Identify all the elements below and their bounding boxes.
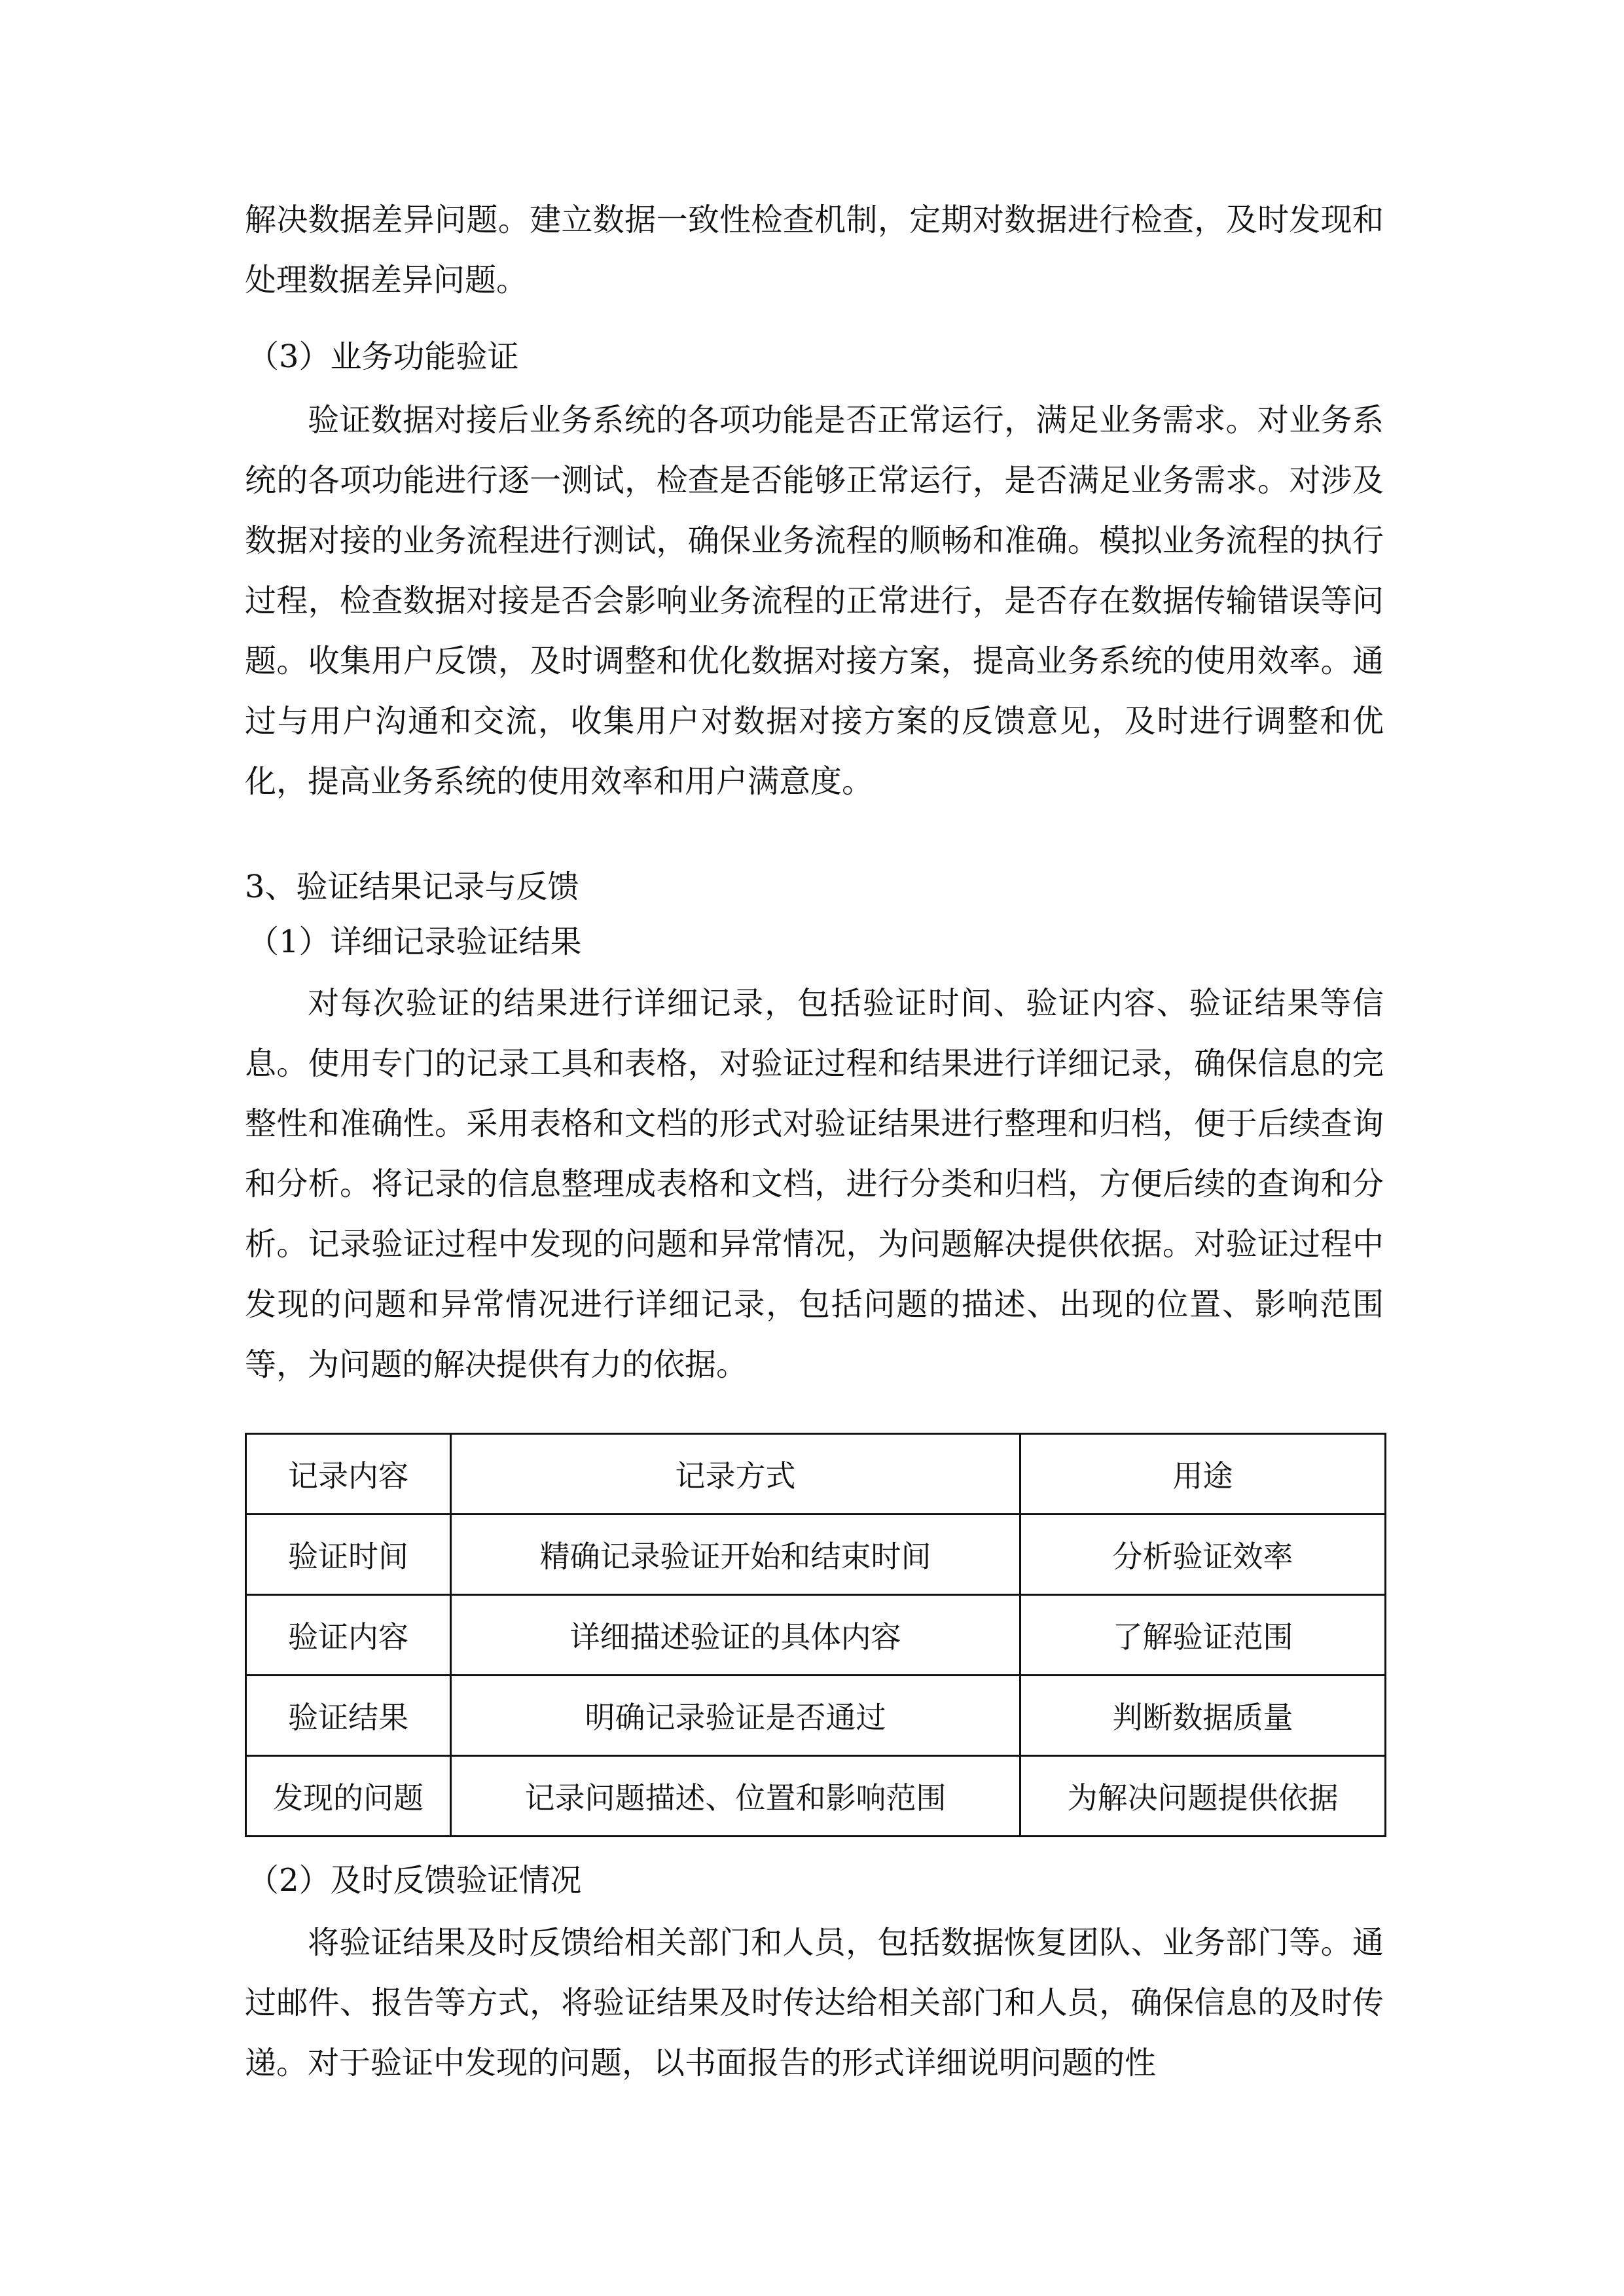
heading-feedback: （2）及时反馈验证情况 bbox=[247, 1862, 582, 1899]
table-row bbox=[246, 1515, 1386, 1595]
paragraph-detail-record: 对每次验证的结果进行详细记录，包括验证时间、验证内容、验证结果等信息。使用专门的记录工具和表格，对验证过程和结果进行详细记录，确保信息的完整性和准确性。采用表格和文档的形式对验证结果进行整理和归档，便于后续查询和分析。将记录的信息整理成表格和文档，进行分类和归档，方便后续的查询和分析。记录验证过程中发现的问题和异常情况，为问题解决提供依据。对验证过程中发现的问题和异常情况进行详细记录，包括问题的描述、出现的位置、影响范围等，为问题的解决提供有力的依据。 bbox=[245, 985, 1384, 1383]
table-row bbox=[246, 1756, 1386, 1837]
table-header-cell: 记录内容 bbox=[246, 1434, 451, 1515]
table-cell: 验证结果 bbox=[246, 1676, 451, 1756]
table-row bbox=[246, 1595, 1386, 1676]
table-cell: 记录问题描述、位置和影响范围 bbox=[451, 1756, 1020, 1837]
verification-record-table bbox=[245, 1433, 1386, 1837]
table-header-cell: 用途 bbox=[1020, 1434, 1386, 1515]
heading-detail-record: （1）详细记录验证结果 bbox=[247, 924, 582, 960]
heading-business-function: （3）业务功能验证 bbox=[247, 338, 519, 375]
table-row bbox=[246, 1676, 1386, 1756]
table-cell: 为解决问题提供依据 bbox=[1020, 1756, 1386, 1837]
table-cell: 验证内容 bbox=[246, 1595, 451, 1676]
paragraph-business-function: 验证数据对接后业务系统的各项功能是否正常运行，满足业务需求。对业务系统的各项功能进行逐一测试，检查是否能够正常运行，是否满足业务需求。对涉及数据对接的业务流程进行测试，确保业务流程的顺畅和准确。模拟业务流程的执行过程，检查数据对接是否会影响业务流程的正常进行，是否存在数据传输错误等问题。收集用户反馈，及时调整和优化数据对接方案，提高业务系统的使用效率。通过与用户沟通和交流，收集用户对数据对接方案的反馈意见，及时进行调整和优化，提高业务系统的使用效率和用户满意度。 bbox=[245, 402, 1384, 800]
table-cell: 精确记录验证开始和结束时间 bbox=[451, 1515, 1020, 1595]
table-header-row bbox=[246, 1434, 1386, 1515]
table-header-cell: 记录方式 bbox=[451, 1434, 1020, 1515]
table-cell: 详细描述验证的具体内容 bbox=[451, 1595, 1020, 1676]
table-cell: 分析验证效率 bbox=[1020, 1515, 1386, 1595]
paragraph-feedback: 将验证结果及时反馈给相关部门和人员，包括数据恢复团队、业务部门等。通过邮件、报告等方式，将验证结果及时传达给相关部门和人员，确保信息的及时传递。对于验证中发现的问题，以书面报告的形式详细说明问题的性 bbox=[245, 1924, 1384, 2081]
table-cell: 验证时间 bbox=[246, 1515, 451, 1595]
table-cell: 发现的问题 bbox=[246, 1756, 451, 1837]
table-cell: 明确记录验证是否通过 bbox=[451, 1676, 1020, 1756]
heading-section-3: 3、验证结果记录与反馈 bbox=[245, 869, 579, 905]
paragraph-data-consistency: 解决数据差异问题。建立数据一致性检查机制，定期对数据进行检查，及时发现和处理数据差异问题。 bbox=[245, 202, 1384, 298]
table-cell: 了解验证范围 bbox=[1020, 1595, 1386, 1676]
table-cell: 判断数据质量 bbox=[1020, 1676, 1386, 1756]
